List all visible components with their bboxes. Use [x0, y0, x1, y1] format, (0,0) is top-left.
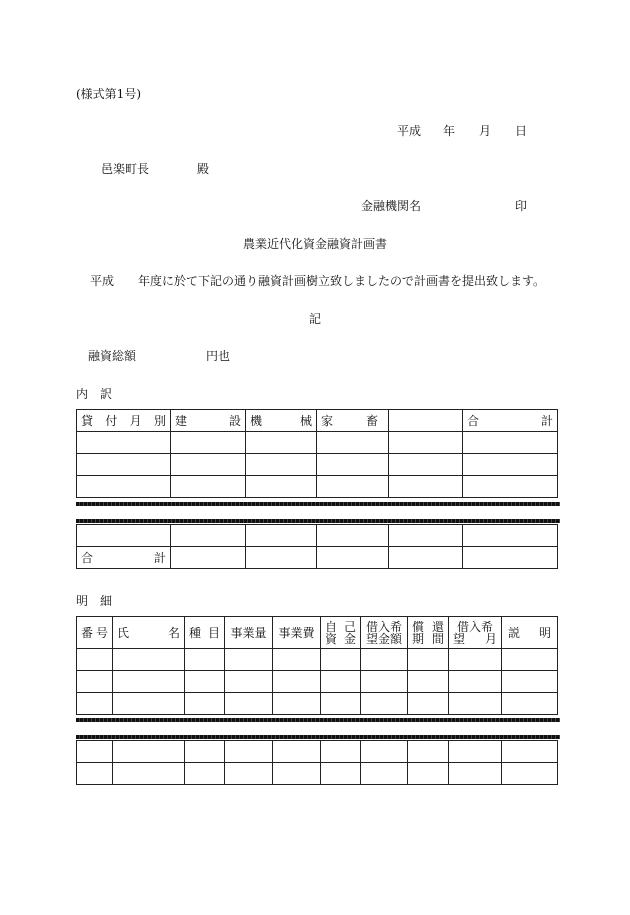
statement-era: 平成	[90, 274, 115, 288]
breakdown-header-row	[77, 410, 558, 432]
total-amount-unit: 円也	[206, 349, 231, 363]
details-heading: 明 細	[76, 594, 113, 608]
header-loan-amount: 借入希 望金額	[361, 617, 408, 649]
table-row	[77, 763, 558, 785]
table-row	[77, 693, 558, 715]
ki-mark: 記	[309, 312, 322, 326]
break-line	[76, 718, 560, 722]
break-line	[76, 519, 560, 523]
table-row	[77, 525, 558, 547]
break-line	[76, 502, 560, 506]
table-row	[77, 476, 558, 498]
breakdown-heading: 内 訳	[76, 387, 113, 401]
breakdown-total-label: 合 計	[77, 547, 171, 569]
details-header-row	[77, 617, 558, 649]
addressee	[101, 162, 209, 176]
header-livestock: 家 畜	[317, 410, 389, 432]
header-name: 氏 名	[113, 617, 185, 649]
header-total: 合 計	[463, 410, 558, 432]
header-loan-month: 貸 付 月 別	[77, 410, 171, 432]
document-title: 農業近代化資金融資計画書	[243, 237, 388, 251]
seal-mark: 印	[515, 199, 528, 213]
total-amount-label: 融資総額	[88, 349, 137, 363]
table-row	[77, 741, 558, 763]
addressee-honorific: 殿	[197, 162, 210, 176]
date-year: 年	[443, 124, 456, 138]
institution-label: 金融機関名	[361, 199, 422, 213]
header-blank	[389, 410, 463, 432]
institution-line	[361, 199, 527, 213]
table-row	[77, 454, 558, 476]
breakdown-table-bottom	[76, 524, 558, 569]
total-amount-line	[88, 349, 230, 363]
header-construction: 建 設	[171, 410, 246, 432]
addressee-name: 邑楽町長	[101, 162, 150, 176]
statement	[90, 274, 545, 288]
header-loan-month: 借入希 望 月	[449, 617, 502, 649]
statement-text: 年度に於て下記の通り融資計画樹立致しましたので計画書を提出致します。	[138, 274, 546, 288]
table-row	[77, 649, 558, 671]
break-line	[76, 735, 560, 739]
header-explanation: 説 明	[502, 617, 558, 649]
date-line	[397, 124, 527, 138]
form-number: (様式第1号)	[76, 87, 141, 101]
header-own-funds: 自 己 資 金	[321, 617, 361, 649]
header-repay-period: 償 還 期 間	[408, 617, 449, 649]
table-row	[77, 671, 558, 693]
header-machinery: 機 械	[246, 410, 317, 432]
date-month: 月	[479, 124, 492, 138]
header-cost: 事業費	[273, 617, 321, 649]
details-table-top	[76, 616, 558, 715]
date-day: 日	[515, 124, 528, 138]
details-table-bottom	[76, 740, 558, 785]
date-era: 平成	[397, 124, 422, 138]
breakdown-total-row	[77, 547, 558, 569]
table-row	[77, 432, 558, 454]
header-number: 番 号	[77, 617, 113, 649]
breakdown-table-top	[76, 409, 558, 498]
header-quantity: 事業量	[225, 617, 273, 649]
header-category: 種 目	[185, 617, 225, 649]
